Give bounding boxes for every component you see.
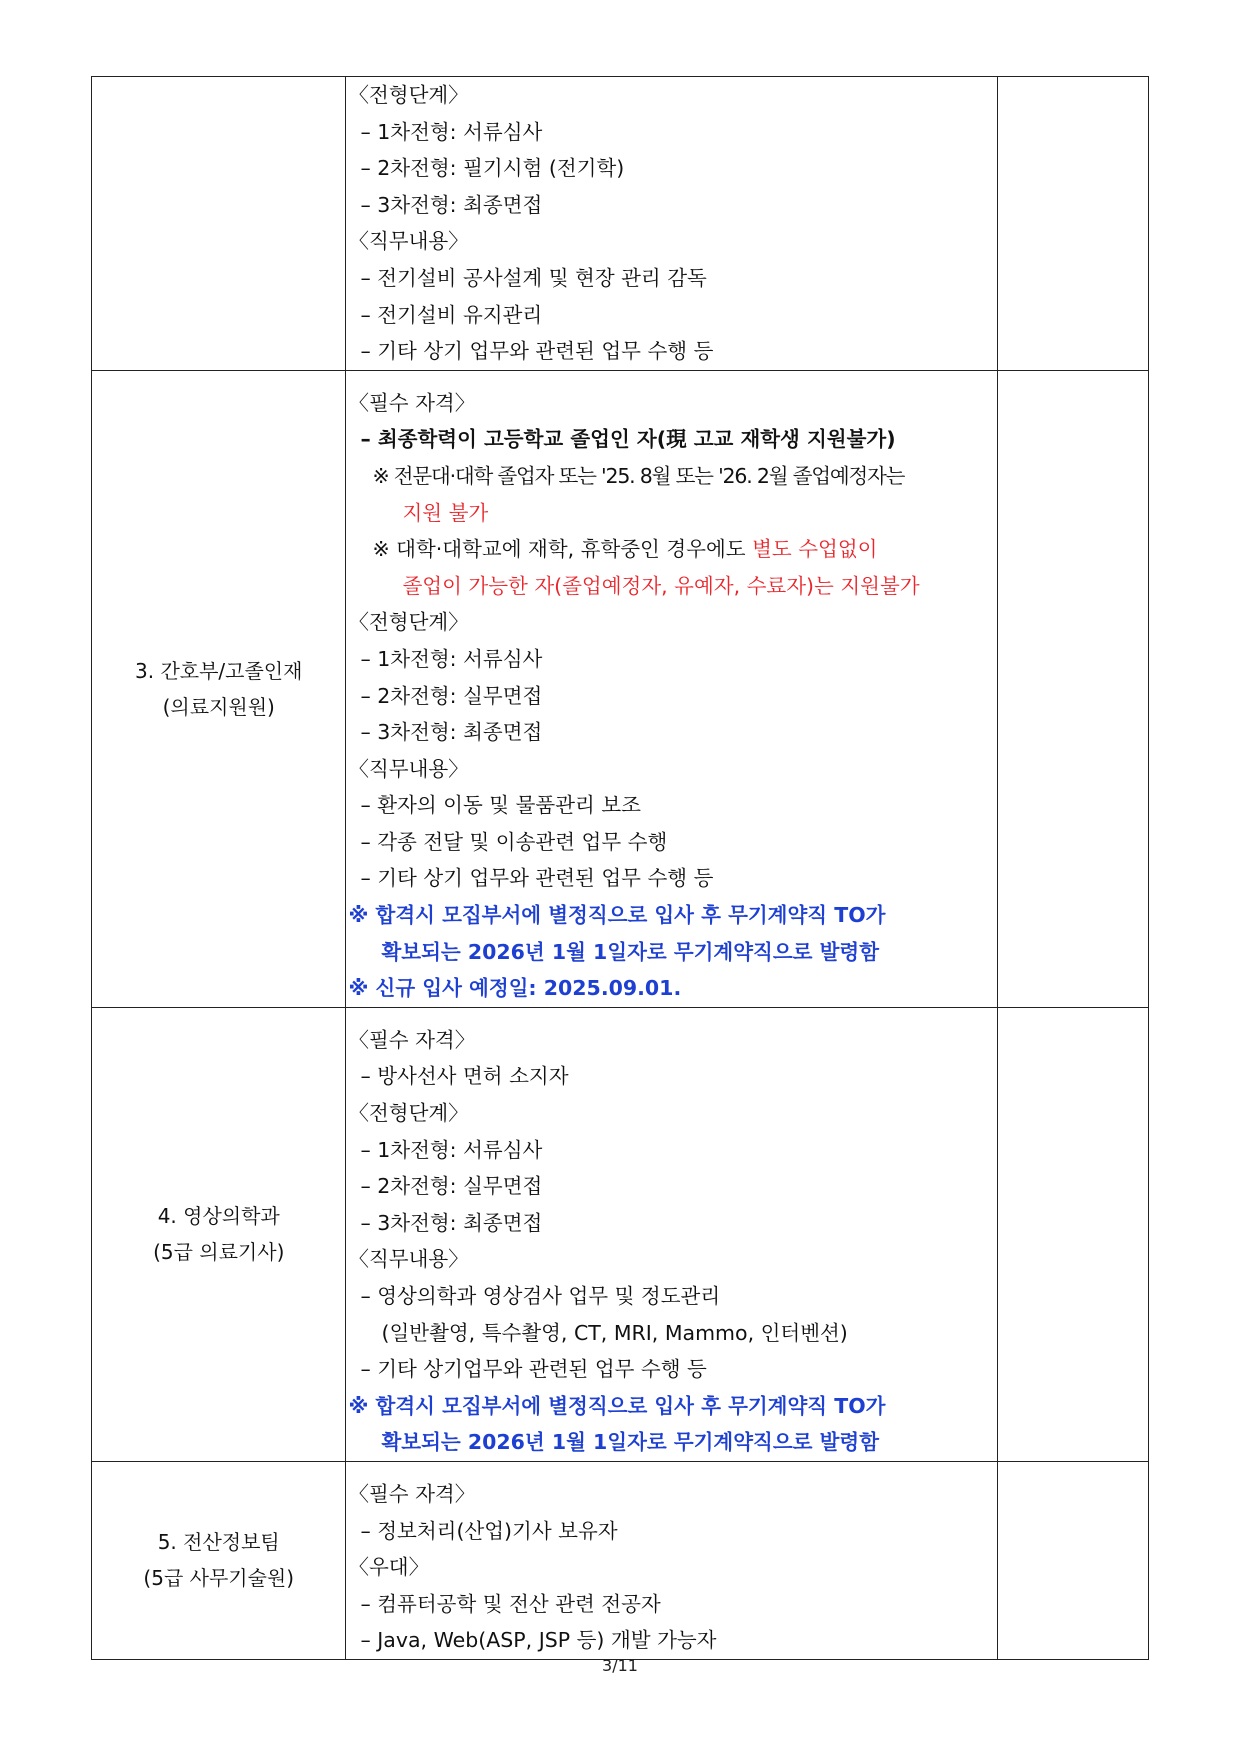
position-name-line: 4. 영상의학과 bbox=[157, 1204, 280, 1229]
section-heading: 〈직무내용〉 bbox=[348, 229, 469, 254]
detail-line: – 전기설비 공사설계 및 현장 관리 감독 bbox=[360, 265, 707, 290]
detail-line: 졸업이 가능한 자(졸업예정자, 유예자, 수료자)는 지원불가 bbox=[402, 573, 920, 598]
table-row bbox=[92, 77, 1149, 371]
position-name-cell bbox=[92, 370, 346, 1007]
section-heading: 〈전형단계〉 bbox=[348, 83, 469, 107]
table-row bbox=[92, 1461, 1149, 1659]
detail-line: – 2차전형: 실무면접 bbox=[360, 1174, 543, 1199]
detail-line: – 방사선사 면허 소지자 bbox=[360, 1064, 569, 1089]
remark-text: ※ 대학‧대학교에 재학, 휴학중인 경우에도 bbox=[372, 537, 753, 562]
section-heading: 〈우대〉 bbox=[348, 1555, 430, 1580]
detail-line: – 3차전형: 최종면접 bbox=[360, 720, 543, 745]
section-heading: 〈전형단계〉 bbox=[348, 610, 469, 635]
position-details-cell bbox=[346, 370, 997, 1007]
detail-line: ※ 신규 입사 예정일: 2025.09.01. bbox=[348, 976, 682, 1001]
page-number: 3/11 bbox=[602, 1656, 638, 1675]
remarks-cell bbox=[997, 1007, 1148, 1461]
detail-line: – 3차전형: 최종면접 bbox=[360, 192, 543, 217]
remark-line: ※ 전문대‧대학 졸업자 또는 '25. 8월 또는 '26. 2월 졸업예정자는 bbox=[372, 463, 905, 488]
detail-line: – Java, Web(ASP, JSP 등) 개발 가능자 bbox=[360, 1628, 717, 1653]
position-name-line: (5급 사무기술원) bbox=[143, 1566, 295, 1591]
detail-line: ※ 합격시 모집부서에 별정직으로 입사 후 무기계약직 TO가 bbox=[348, 1393, 886, 1418]
section-heading: 〈필수 자격〉 bbox=[348, 1027, 476, 1052]
recruitment-table bbox=[91, 76, 1149, 1660]
remark-line bbox=[346, 531, 996, 568]
highlight-text: 별도 수업없이 bbox=[752, 537, 878, 562]
detail-line: – 최종학력이 고등학교 졸업인 자(現 고교 재학생 지원불가) bbox=[360, 427, 896, 452]
position-details-cell bbox=[346, 77, 997, 371]
detail-line: – 1차전형: 서류심사 bbox=[360, 119, 543, 144]
position-name-line: (5급 의료기사) bbox=[153, 1240, 285, 1265]
detail-line: 확보되는 2026년 1월 1일자로 무기계약직으로 발령함 bbox=[381, 939, 879, 964]
position-name-line: 3. 간호부/고졸인재 bbox=[135, 658, 303, 683]
detail-line: – 기타 상기업무와 관련된 업무 수행 등 bbox=[360, 1357, 707, 1382]
detail-line: – 기타 상기 업무와 관련된 업무 수행 등 bbox=[360, 866, 714, 891]
detail-line: – 2차전형: 실무면접 bbox=[360, 683, 543, 708]
detail-line: – 전기설비 유지관리 bbox=[360, 302, 543, 327]
detail-line: – 1차전형: 서류심사 bbox=[360, 646, 543, 671]
detail-line: (일반촬영, 특수촬영, CT, MRI, Mammo, 인터벤션) bbox=[381, 1320, 848, 1345]
table-row bbox=[92, 1007, 1149, 1461]
table-row bbox=[92, 370, 1149, 1007]
remarks-cell bbox=[997, 1461, 1148, 1659]
section-heading: 〈필수 자격〉 bbox=[348, 390, 476, 415]
section-heading: 〈필수 자격〉 bbox=[348, 1481, 476, 1506]
position-name-line: (의료지원원) bbox=[162, 694, 275, 719]
detail-line: – 2차전형: 필기시험 (전기학) bbox=[360, 156, 625, 181]
detail-line: – 3차전형: 최종면접 bbox=[360, 1210, 543, 1235]
position-name-cell bbox=[92, 1007, 346, 1461]
section-heading: 〈직무내용〉 bbox=[348, 756, 469, 781]
detail-line: – 영상의학과 영상검사 업무 및 정도관리 bbox=[360, 1284, 721, 1308]
section-heading: 〈직무내용〉 bbox=[348, 1247, 469, 1272]
position-details-cell bbox=[346, 1461, 997, 1659]
section-heading: 〈전형단계〉 bbox=[348, 1101, 469, 1126]
detail-line: – 환자의 이동 및 물품관리 보조 bbox=[360, 793, 641, 818]
position-name-cell bbox=[92, 1461, 346, 1659]
detail-line: – 정보처리(산업)기사 보유자 bbox=[360, 1518, 618, 1543]
position-details-cell bbox=[346, 1007, 997, 1461]
detail-line: – 각종 전달 및 이송관련 업무 수행 bbox=[360, 829, 668, 854]
detail-line: – 1차전형: 서류심사 bbox=[360, 1137, 543, 1162]
position-name-line: 5. 전산정보팀 bbox=[157, 1530, 280, 1555]
detail-line: 지원 불가 bbox=[402, 500, 489, 525]
remarks-cell bbox=[997, 77, 1148, 371]
detail-line: ※ 합격시 모집부서에 별정직으로 입사 후 무기계약직 TO가 bbox=[348, 903, 886, 928]
position-name-cell bbox=[92, 77, 346, 371]
detail-line: 확보되는 2026년 1월 1일자로 무기계약직으로 발령함 bbox=[381, 1430, 879, 1455]
remarks-cell bbox=[997, 370, 1148, 1007]
detail-line: – 컴퓨터공학 및 전산 관련 전공자 bbox=[360, 1591, 661, 1616]
recruitment-table-body bbox=[92, 77, 1149, 1660]
detail-line: – 기타 상기 업무와 관련된 업무 수행 등 bbox=[360, 339, 714, 364]
